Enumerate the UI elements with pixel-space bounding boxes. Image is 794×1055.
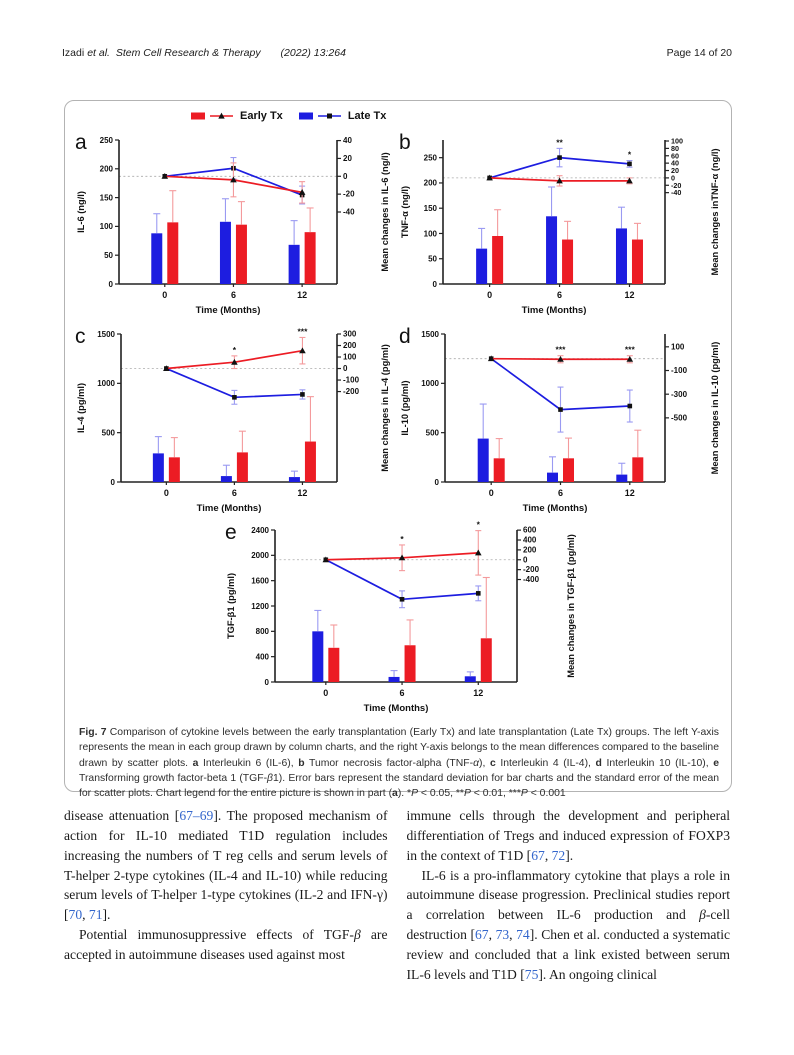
- early-tx-swatch-icon: [191, 110, 235, 122]
- svg-text:0: 0: [487, 290, 493, 300]
- authors-etal: et al.: [87, 47, 110, 59]
- svg-text:2400: 2400: [251, 525, 269, 535]
- svg-text:IL-10 (pg/ml): IL-10 (pg/ml): [400, 380, 410, 436]
- svg-text:d: d: [399, 325, 411, 348]
- svg-text:TGF-β1 (pg/ml): TGF-β1 (pg/ml): [226, 572, 236, 640]
- svg-text:20: 20: [343, 154, 352, 164]
- svg-text:-200: -200: [343, 387, 360, 397]
- svg-text:1000: 1000: [97, 379, 115, 389]
- svg-text:-400: -400: [523, 575, 540, 585]
- legend-early: [191, 110, 283, 122]
- svg-text:1000: 1000: [421, 379, 439, 389]
- svg-text:TNF-α (ng/l): TNF-α (ng/l): [400, 185, 410, 239]
- svg-text:**: **: [556, 137, 563, 148]
- svg-text:-100: -100: [671, 366, 688, 376]
- svg-text:12: 12: [297, 290, 308, 300]
- journal-citation: [62, 47, 349, 59]
- svg-text:40: 40: [343, 136, 352, 146]
- svg-text:0: 0: [108, 279, 113, 289]
- reference-link[interactable]: 67–69: [179, 808, 214, 823]
- figure-legend: [191, 110, 386, 122]
- svg-text:Mean changes in TGF-β1 (pg/ml): Mean changes in TGF-β1 (pg/ml): [566, 534, 576, 678]
- svg-text:6: 6: [557, 290, 563, 300]
- svg-text:0: 0: [323, 688, 329, 698]
- legend-late-label: Late Tx: [347, 110, 387, 122]
- svg-text:12: 12: [297, 488, 308, 498]
- chart-panel-b: [397, 125, 723, 322]
- svg-text:6: 6: [399, 688, 405, 698]
- svg-text:500: 500: [425, 428, 439, 438]
- chart-panel-a: [73, 125, 393, 322]
- svg-text:0: 0: [343, 364, 348, 374]
- paragraph: Potential immunosuppressive effects of TGF-β are accepted in autoimmune diseases used against most: [64, 927, 388, 962]
- reference-link[interactable]: 75: [524, 966, 539, 982]
- svg-text:200: 200: [523, 545, 537, 555]
- svg-text:Mean changes in IL-10 (pg/ml): Mean changes in IL-10 (pg/ml): [710, 341, 720, 475]
- svg-text:Time (Months): Time (Months): [363, 703, 429, 714]
- legend-early-label: Early Tx: [240, 110, 283, 122]
- body-text: [64, 806, 730, 985]
- paragraph: IL-6 is a pro-inflammatory cytokine that plays a role in autoimmune disease progression. Preclinical studies report a correlation between IL-6 production and β-cell destruction [67, 73, 74]. Chen et al. conducted a systematic review and concluded that a link existed between serum IL-6 levels and T1D [75]. An ongoing clinical: [406, 867, 731, 982]
- authors: Izadi: [62, 47, 85, 59]
- svg-text:*: *: [232, 344, 237, 355]
- svg-text:80: 80: [671, 143, 679, 153]
- svg-text:Mean changes in IL-6 (ng/l): Mean changes in IL-6 (ng/l): [380, 152, 390, 272]
- svg-text:Time (Months): Time (Months): [195, 305, 261, 316]
- svg-text:b: b: [399, 131, 411, 154]
- svg-text:*: *: [476, 519, 480, 530]
- svg-text:1500: 1500: [421, 329, 439, 339]
- chart-a-il6: [73, 125, 393, 317]
- svg-text:-300: -300: [671, 389, 688, 399]
- left-column: [64, 806, 388, 985]
- svg-text:e: e: [225, 521, 237, 544]
- reference-link[interactable]: 72: [551, 847, 566, 863]
- svg-text:1200: 1200: [251, 601, 269, 611]
- svg-text:*: *: [627, 149, 632, 160]
- svg-text:500: 500: [101, 428, 115, 438]
- svg-text:***: ***: [297, 326, 308, 337]
- svg-text:150: 150: [423, 204, 437, 214]
- svg-text:12: 12: [473, 688, 484, 698]
- svg-text:1600: 1600: [251, 576, 269, 586]
- svg-text:50: 50: [428, 254, 437, 264]
- svg-text:0: 0: [434, 477, 439, 487]
- svg-text:IL-6 (ng/l): IL-6 (ng/l): [76, 191, 86, 233]
- svg-text:200: 200: [423, 178, 437, 188]
- svg-text:50: 50: [104, 251, 113, 260]
- svg-text:0: 0: [523, 555, 528, 565]
- svg-text:IL-4 (pg/ml): IL-4 (pg/ml): [76, 382, 86, 434]
- svg-text:600: 600: [523, 525, 537, 535]
- svg-text:***: ***: [555, 344, 566, 355]
- svg-text:40: 40: [671, 158, 679, 168]
- svg-text:0: 0: [163, 488, 169, 498]
- page-header: [62, 47, 732, 59]
- reference-link[interactable]: 67: [531, 847, 545, 863]
- svg-text:100: 100: [343, 352, 357, 362]
- svg-text:-100: -100: [343, 375, 360, 385]
- svg-text:250: 250: [423, 153, 437, 163]
- svg-text:0: 0: [162, 290, 168, 300]
- chart-e-tgf: [223, 515, 579, 715]
- svg-text:Mean changes in IL-4 (pg/ml): Mean changes in IL-4 (pg/ml): [380, 344, 390, 472]
- chart-panel-c: [73, 319, 393, 520]
- paragraph: disease attenuation [67–69]. The proposed mechanism of action for IL-10 mediated T1D regulation includes increasing the numbers of T reg cells and serum levels of T-helper 2-type cytokines (IL-4 and IL-10) while reducing serum levels of T-helper 1-type cytokines (IL-2 and IFN-γ) [70, 71].: [64, 808, 388, 923]
- svg-text:12: 12: [624, 488, 635, 498]
- svg-text:a: a: [75, 131, 87, 154]
- svg-text:20: 20: [671, 166, 679, 176]
- legend-late: [299, 110, 387, 122]
- svg-text:Time (Months): Time (Months): [196, 503, 262, 514]
- svg-text:0: 0: [488, 488, 494, 498]
- svg-text:250: 250: [99, 135, 113, 145]
- svg-text:800: 800: [255, 627, 269, 637]
- svg-text:200: 200: [99, 164, 113, 174]
- svg-text:100: 100: [671, 342, 685, 352]
- svg-text:6: 6: [557, 488, 564, 498]
- svg-text:1500: 1500: [97, 329, 115, 339]
- svg-text:400: 400: [523, 535, 537, 545]
- right-column: [407, 806, 731, 985]
- svg-text:-40: -40: [671, 188, 682, 198]
- svg-text:-200: -200: [523, 565, 540, 575]
- svg-text:0: 0: [671, 173, 675, 183]
- chart-d-il10: [397, 319, 723, 515]
- figure-7-box: [64, 100, 732, 799]
- svg-text:0: 0: [432, 279, 437, 289]
- reference-link[interactable]: 73: [495, 927, 510, 943]
- svg-text:-20: -20: [343, 189, 355, 199]
- reference-link[interactable]: 70: [68, 907, 83, 923]
- svg-text:100: 100: [423, 229, 437, 239]
- svg-text:6: 6: [231, 488, 237, 498]
- svg-text:*: *: [400, 533, 404, 544]
- reference-link[interactable]: 71: [88, 907, 103, 923]
- late-tx-swatch-icon: [299, 110, 343, 122]
- svg-text:100: 100: [99, 222, 113, 232]
- svg-text:Time (Months): Time (Months): [522, 503, 588, 514]
- figure-caption: Fig. 7 Comparison of cytokine levels between the early transplantation (Early Tx) and late transplantation (Late Tx) groups. The left Y-axis represents the mean in each group drawn by column charts, and the right Y-axis belongs to the mean differences compared to the baseline drawn by scatter plots. a Interleukin 6 (IL-6), b Tumor necrosis factor-alpha (TNF-α), c Interleukin 4 (IL-4), d Interleukin 10 (IL-10), e Transforming growth factor-beta 1 (TGF-β1). Error bars represent the standard deviation for bar charts and the standard error of the mean for scatter plots. Chart legend for the entire picture is shown in part (a). *P < 0.05, **P < 0.01, ***P < 0.001: [79, 727, 720, 799]
- journal-title: Stem Cell Research & Therapy: [115, 47, 261, 59]
- svg-text:60: 60: [671, 151, 679, 161]
- svg-text:Mean changes inTNF-α (ng/l): Mean changes inTNF-α (ng/l): [710, 148, 720, 276]
- page-number: Page 14 of 20: [666, 47, 732, 59]
- svg-text:2000: 2000: [251, 551, 269, 561]
- svg-text:12: 12: [624, 290, 635, 300]
- svg-text:Time (Months): Time (Months): [521, 305, 587, 316]
- svg-text:400: 400: [255, 652, 269, 662]
- svg-text:0: 0: [264, 677, 269, 687]
- svg-text:-40: -40: [343, 207, 355, 217]
- svg-text:200: 200: [343, 341, 357, 351]
- svg-text:150: 150: [99, 193, 113, 203]
- chart-c-il4: [73, 319, 393, 515]
- chart-panel-d: [397, 319, 723, 520]
- svg-text:-500: -500: [671, 413, 688, 423]
- svg-text:***: ***: [624, 344, 635, 355]
- svg-text:c: c: [75, 325, 86, 348]
- chart-b-tnf: [397, 125, 723, 317]
- svg-text:-20: -20: [671, 180, 682, 190]
- chart-panel-e: [223, 515, 579, 720]
- paragraph: immune cells through the development and peripheral differentiation of Tregs and induced expression of FOXP3 in the context of T1D [67, 72].: [406, 808, 730, 863]
- reference-link[interactable]: 74: [516, 927, 530, 943]
- svg-text:6: 6: [230, 290, 236, 300]
- svg-text:0: 0: [343, 171, 348, 181]
- svg-text:300: 300: [343, 329, 357, 339]
- reference-link[interactable]: 67: [475, 927, 489, 943]
- citation: (2022) 13:264: [280, 47, 346, 59]
- svg-text:100: 100: [671, 136, 683, 146]
- svg-text:0: 0: [110, 477, 115, 487]
